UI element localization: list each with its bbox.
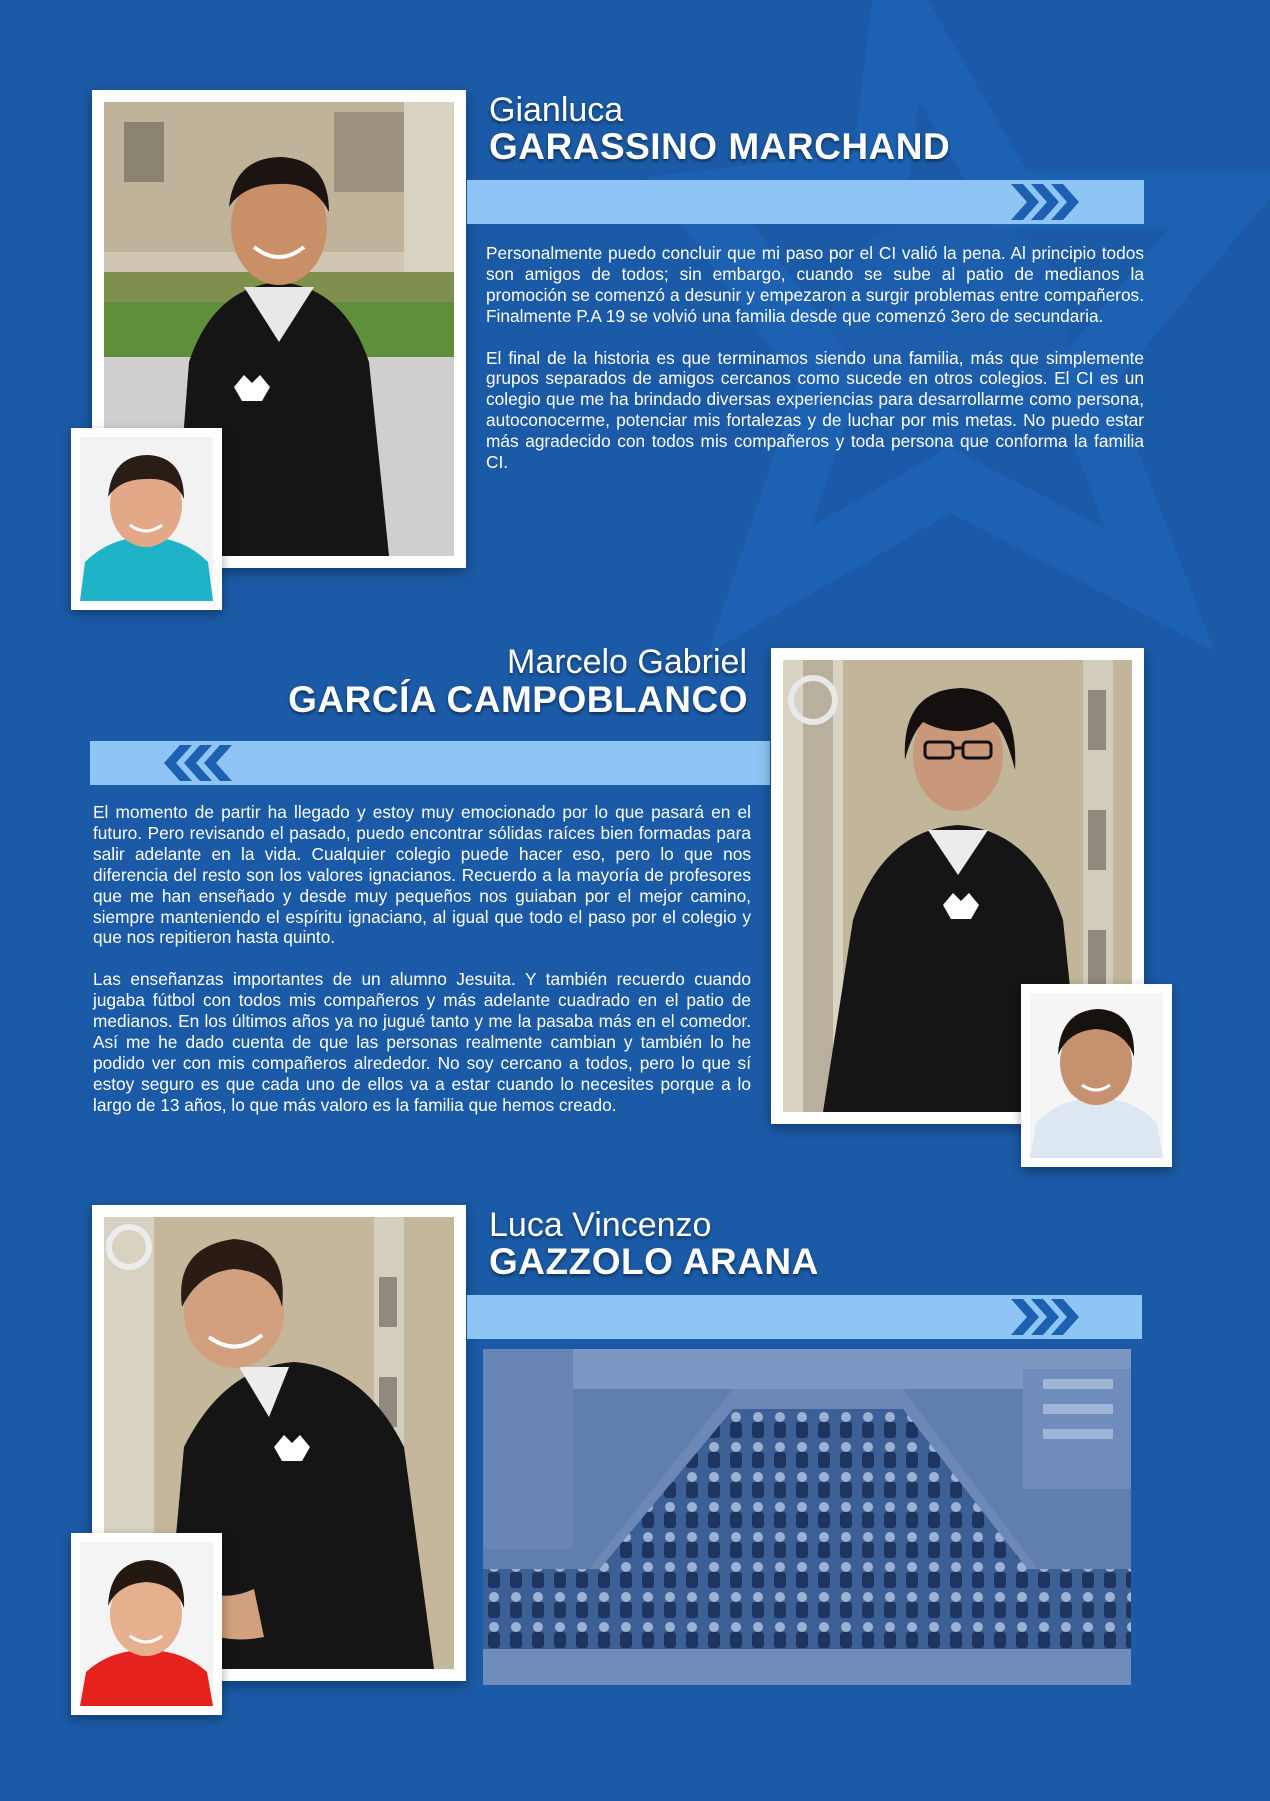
student-2-first-name: Marcelo Gabriel bbox=[507, 643, 747, 681]
student-1-title-bar bbox=[467, 180, 1144, 224]
student-2-last-name: GARCÍA CAMPOBLANCO bbox=[288, 679, 748, 720]
class-group-photo bbox=[483, 1349, 1131, 1685]
childhood-photo-3 bbox=[71, 1533, 222, 1715]
chevron-left-icon bbox=[152, 741, 232, 785]
childhood-photo-3-image bbox=[80, 1542, 213, 1706]
childhood-photo-1-image bbox=[80, 437, 213, 601]
student-2-title-bar bbox=[90, 741, 770, 785]
class-group-photo-image bbox=[483, 1349, 1131, 1685]
student-3-first-name: Luca Vincenzo bbox=[489, 1206, 712, 1244]
student-2-bio-paragraph: Las enseñanzas importantes de un alumno Jesuita. Y también recuerdo cuando jugaba fútbol con todos mis compañeros y más adelante cuadrado en el patio de medianos. En los últimos años ya no jugué tanto y me la pasaba más en el comedor. Así me he dado cuenta de que las personas realmente cambian y también lo he podido ver con mis compañeros alrededor. No soy cercano a todos, pero lo que sí estoy seguro es que cada uno de ellos va a estar cuando lo necesites porque a lo largo de 13 años, lo que más valoro es la familia que hemos creado. bbox=[93, 969, 751, 1115]
student-1-first-name: Gianluca bbox=[489, 91, 624, 129]
childhood-photo-2-image bbox=[1030, 993, 1163, 1158]
student-1-bio bbox=[486, 243, 1144, 494]
student-1-last-name: GARASSINO MARCHAND bbox=[489, 126, 951, 167]
student-1-bio-paragraph: Personalmente puedo concluir que mi paso por el CI valió la pena. Al principio todos son amigos de todos; sin embargo, cuando se sube al patio de medianos la promoción se comenzó a desunir y empezaron a surgir problemas entre compañeros. Finalmente P.A 19 se volvió una familia desde que comenzó 3ero de secundaria. bbox=[486, 243, 1144, 326]
student-3-last-name: GAZZOLO ARANA bbox=[489, 1241, 819, 1282]
student-2-bio bbox=[93, 802, 751, 1136]
student-2-bio-paragraph: El momento de partir ha llegado y estoy muy emocionado por lo que pasará en el futuro. Pero revisando el pasado, puedo encontrar sólidas raíces bien formadas para salir adelante en la vida. Cualquier colegio puede hacer eso, pero lo que nos diferencia del resto son los valores ignacianos. Recuerdo a la mayoría de profesores que me han enseñado y desde muy pequeños nos guiaban por el mejor camino, siempre manteniendo el espíritu ignaciano, al igual que todo el paso por el colegio y que nos repitieron hasta quinto. bbox=[93, 802, 751, 948]
chevron-right-icon bbox=[1011, 180, 1091, 224]
childhood-photo-2 bbox=[1021, 984, 1172, 1167]
student-3-title-bar bbox=[467, 1295, 1142, 1339]
childhood-photo-1 bbox=[71, 428, 222, 610]
chevron-right-icon bbox=[1011, 1295, 1091, 1339]
student-1-bio-paragraph: El final de la historia es que terminamos siendo una familia, más que simplemente grupos separados de amigos cercanos como sucede en otros colegios. El CI es un colegio que me ha brindado diversas experiencias para desarrollarme como persona, autoconocerme, potenciar mis fortalezas y de luchar por mis metas. No puedo estar más agradecido con todos mis compañeros y toda persona que conforma la familia CI. bbox=[486, 347, 1144, 473]
